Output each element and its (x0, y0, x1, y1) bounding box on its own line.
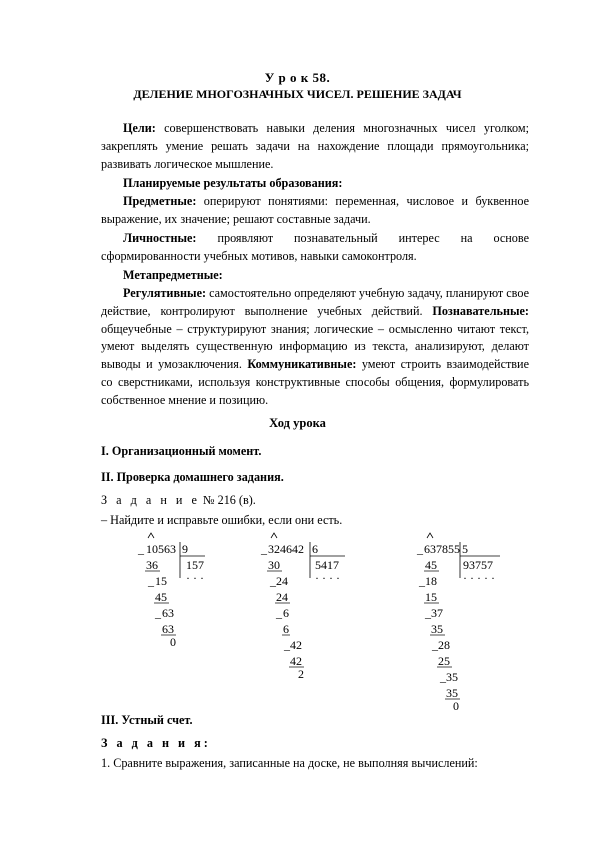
task-prefix: З а д а н и е (101, 493, 200, 507)
division-3 (416, 533, 500, 713)
minus-sign: _ (261, 542, 267, 556)
personal-text: проявляют познавательный интерес на основе сформированности учебных мотивов, навыки самоконтроля. (101, 231, 529, 263)
communicative-label: Коммуникативные: (247, 357, 357, 372)
tasks-label: З а д а н и я: (101, 736, 211, 750)
step: 42 (290, 654, 302, 668)
step: 30 (268, 558, 280, 572)
step: 63 (162, 606, 174, 620)
section-oral-count: III. Устный счет. (101, 713, 193, 727)
goals-label: Цели: (123, 121, 156, 135)
step: 36 (146, 558, 158, 572)
quotient: 5417 (315, 558, 339, 572)
quotient-dots: · · · (186, 571, 204, 585)
step: 45 (425, 558, 437, 572)
minus-sign: _ (417, 542, 423, 556)
step: 15 (155, 574, 167, 588)
step: 0 (453, 699, 459, 713)
cognitive-text: общеучебные – структурируют знания; логические – осмысленно читают текст, умеют выделять существенную информацию из текста, анализируют, делают выводы и умозаключения. (101, 321, 529, 372)
minus-sign: _ (425, 606, 431, 620)
meta-heading: Метапредметные: (123, 268, 223, 282)
dividend: 637855 (424, 542, 460, 556)
step: 35 (446, 670, 458, 684)
minus-sign: _ (432, 638, 438, 652)
planned-results-heading: Планируемые результаты образования: (123, 176, 343, 190)
minus-sign: _ (419, 574, 425, 588)
step: 45 (155, 590, 167, 604)
step: 35 (446, 686, 458, 700)
question-1: 1. Сравните выражения, записанные на доске, не выполняя вычислений: (101, 756, 478, 770)
dividend: 324642 (268, 542, 304, 556)
subject-label: Предметные: (123, 194, 197, 208)
divisor: 5 (462, 542, 468, 556)
minus-sign: _ (155, 606, 161, 620)
step: 35 (431, 622, 443, 636)
lesson-subtitle: ДЕЛЕНИЕ МНОГОЗНАЧНЫХ ЧИСЕЛ. РЕШЕНИЕ ЗАДАЧ (133, 87, 462, 101)
step: 24 (276, 574, 288, 588)
step: 6 (283, 606, 289, 620)
division-1 (137, 533, 205, 649)
section-organizational: I. Организационный момент. (101, 444, 262, 458)
step: 15 (425, 590, 437, 604)
minus-sign: _ (138, 542, 144, 556)
step: 42 (290, 638, 302, 652)
communicative-text: умеют строить взаимодействие со сверстниками, используя конструктивные способы общения, формулировать собственное мнение и позицию. (101, 357, 529, 407)
subject-text: оперируют понятиями: переменная, числовое и буквенное выражение, их значение; решают составные задачи. (101, 194, 529, 226)
personal-label: Личностные: (123, 231, 197, 245)
lesson-title: У р о к 58. (264, 70, 331, 85)
step: 37 (431, 606, 443, 620)
step: 0 (170, 635, 176, 649)
step: 2 (298, 667, 304, 681)
divisor: 9 (182, 542, 188, 556)
quotient: 157 (186, 558, 204, 572)
step: 25 (438, 654, 450, 668)
goals-text: совершенствовать навыки деления многозначных чисел уголком; закреплять умение решать задачи на нахождение площади прямоугольника; развивать логическое мышление. (101, 121, 529, 171)
step: 24 (276, 590, 288, 604)
cognitive-label: Познавательные: (432, 303, 529, 318)
dividend: 10563 (146, 542, 176, 556)
divisor: 6 (312, 542, 318, 556)
step: 6 (283, 622, 289, 636)
regulative-label: Регулятивные: (123, 286, 207, 300)
minus-sign: _ (270, 574, 276, 588)
minus-sign: _ (440, 670, 446, 684)
task-number: № 216 (в). (199, 493, 256, 507)
quotient: 93757 (463, 558, 493, 572)
course-heading: Ход урока (269, 416, 326, 430)
section-homework-check: II. Проверка домашнего задания. (101, 470, 284, 484)
regulative-text: самостоятельно определяют учебную задачу, планируют свое действие, контролируют выполнение учебных действий. (101, 286, 530, 318)
minus-sign: _ (148, 574, 154, 588)
division-2 (260, 533, 345, 681)
quotient-dots: · · · · (315, 571, 340, 585)
step: 18 (425, 574, 437, 588)
find-errors-instruction: – Найдите и исправьте ошибки, если они есть. (101, 513, 343, 527)
minus-sign: _ (276, 606, 282, 620)
quotient-dots: · · · · · (463, 571, 495, 585)
step: 28 (438, 638, 450, 652)
step: 63 (162, 622, 174, 636)
minus-sign: _ (284, 638, 290, 652)
